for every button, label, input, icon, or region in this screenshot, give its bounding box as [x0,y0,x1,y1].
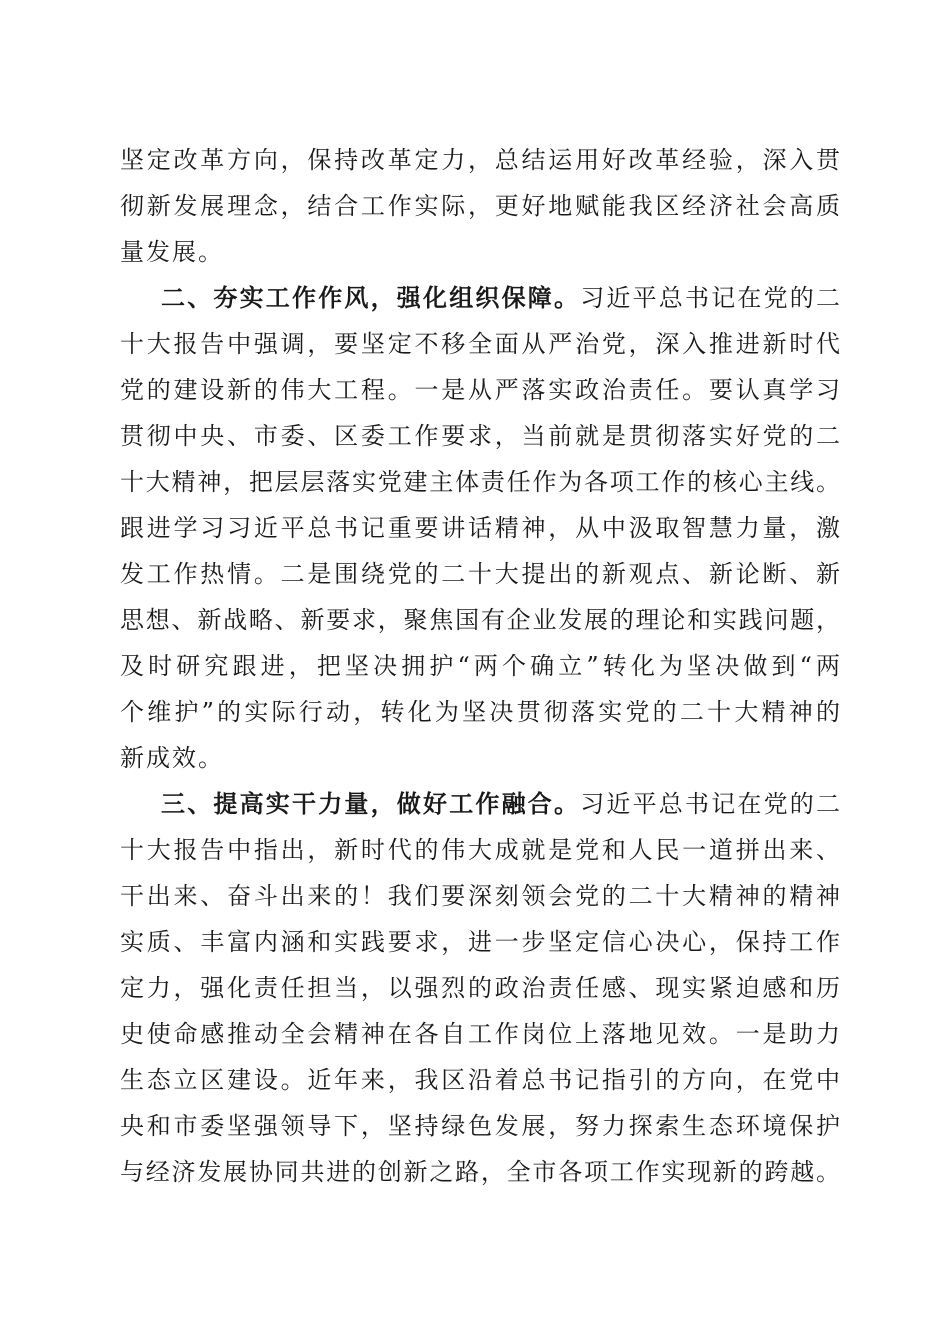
paragraph-3-line-9: 与经济发展协同共进的创新之路，全市各项工作实现新的跨越。 [120,1158,840,1186]
paragraph-3-first-line-text: 习近平总书记在党的二 [580,790,841,818]
paragraph-2-line-5: 十大精神，把层层落实党建主体责任作为各项工作的核心主线。 [120,468,840,496]
paragraph-3-line-6: 史使命感推动全会精神在各自工作岗位上落地见效。一是助力 [120,1020,840,1048]
paragraph-2-line-6: 跟进学习习近平总书记重要讲话精神，从中汲取智慧力量，激 [120,514,840,542]
paragraph-2-line-10: 个维护”的实际行动，转化为坚决贯彻落实党的二十大精神的 [120,698,840,726]
paragraph-3-first-line [161,781,840,827]
paragraph-3-line-8: 央和市委坚强领导下，坚持绿色发展，努力探索生态环境保护 [120,1112,840,1140]
paragraph-1-line-3: 量发展。 [120,238,224,266]
paragraph-2-first-line-text: 习近平总书记在党的二 [580,284,841,312]
paragraph-3-line-5: 定力，强化责任担当，以强烈的政治责任感、现实紧迫感和历 [120,974,840,1002]
section-heading-2: 二、夯实工作作风，强化组织保障。 [161,284,581,312]
paragraph-2-line-8: 思想、新战略、新要求，聚焦国有企业发展的理论和实践问题， [120,606,840,634]
section-heading-3: 三、提高实干力量，做好工作融合。 [161,790,581,818]
paragraph-2-first-line [161,275,840,321]
paragraph-1-line-1: 坚定改革方向，保持改革定力，总结运用好改革经验，深入贯 [120,146,840,174]
paragraph-2-line-4: 贯彻中央、市委、区委工作要求，当前就是贯彻落实好党的二 [120,422,840,450]
paragraph-2-line-3: 党的建设新的伟大工程。一是从严落实政治责任。要认真学习 [120,376,840,404]
paragraph-2-line-2: 十大报告中强调，要坚定不移全面从严治党，深入推进新时代 [120,330,840,358]
paragraph-2-line-11: 新成效。 [120,744,224,772]
paragraph-2-line-7: 发工作热情。二是围绕党的二十大提出的新观点、新论断、新 [120,560,840,588]
paragraph-3-line-3: 干出来、奋斗出来的！我们要深刻领会党的二十大精神的精神 [120,882,840,910]
paragraph-3-line-2: 十大报告中指出，新时代的伟大成就是党和人民一道拼出来、 [120,836,840,864]
paragraph-1-line-2: 彻新发展理念，结合工作实际，更好地赋能我区经济社会高质 [120,192,840,220]
paragraph-3-line-4: 实质、丰富内涵和实践要求，进一步坚定信心决心，保持工作 [120,928,840,956]
paragraph-2-line-9: 及时研究跟进，把坚决拥护“两个确立”转化为坚决做到“两 [120,652,840,680]
paragraph-3-line-7: 生态立区建设。近年来，我区沿着总书记指引的方向，在党中 [120,1066,840,1094]
